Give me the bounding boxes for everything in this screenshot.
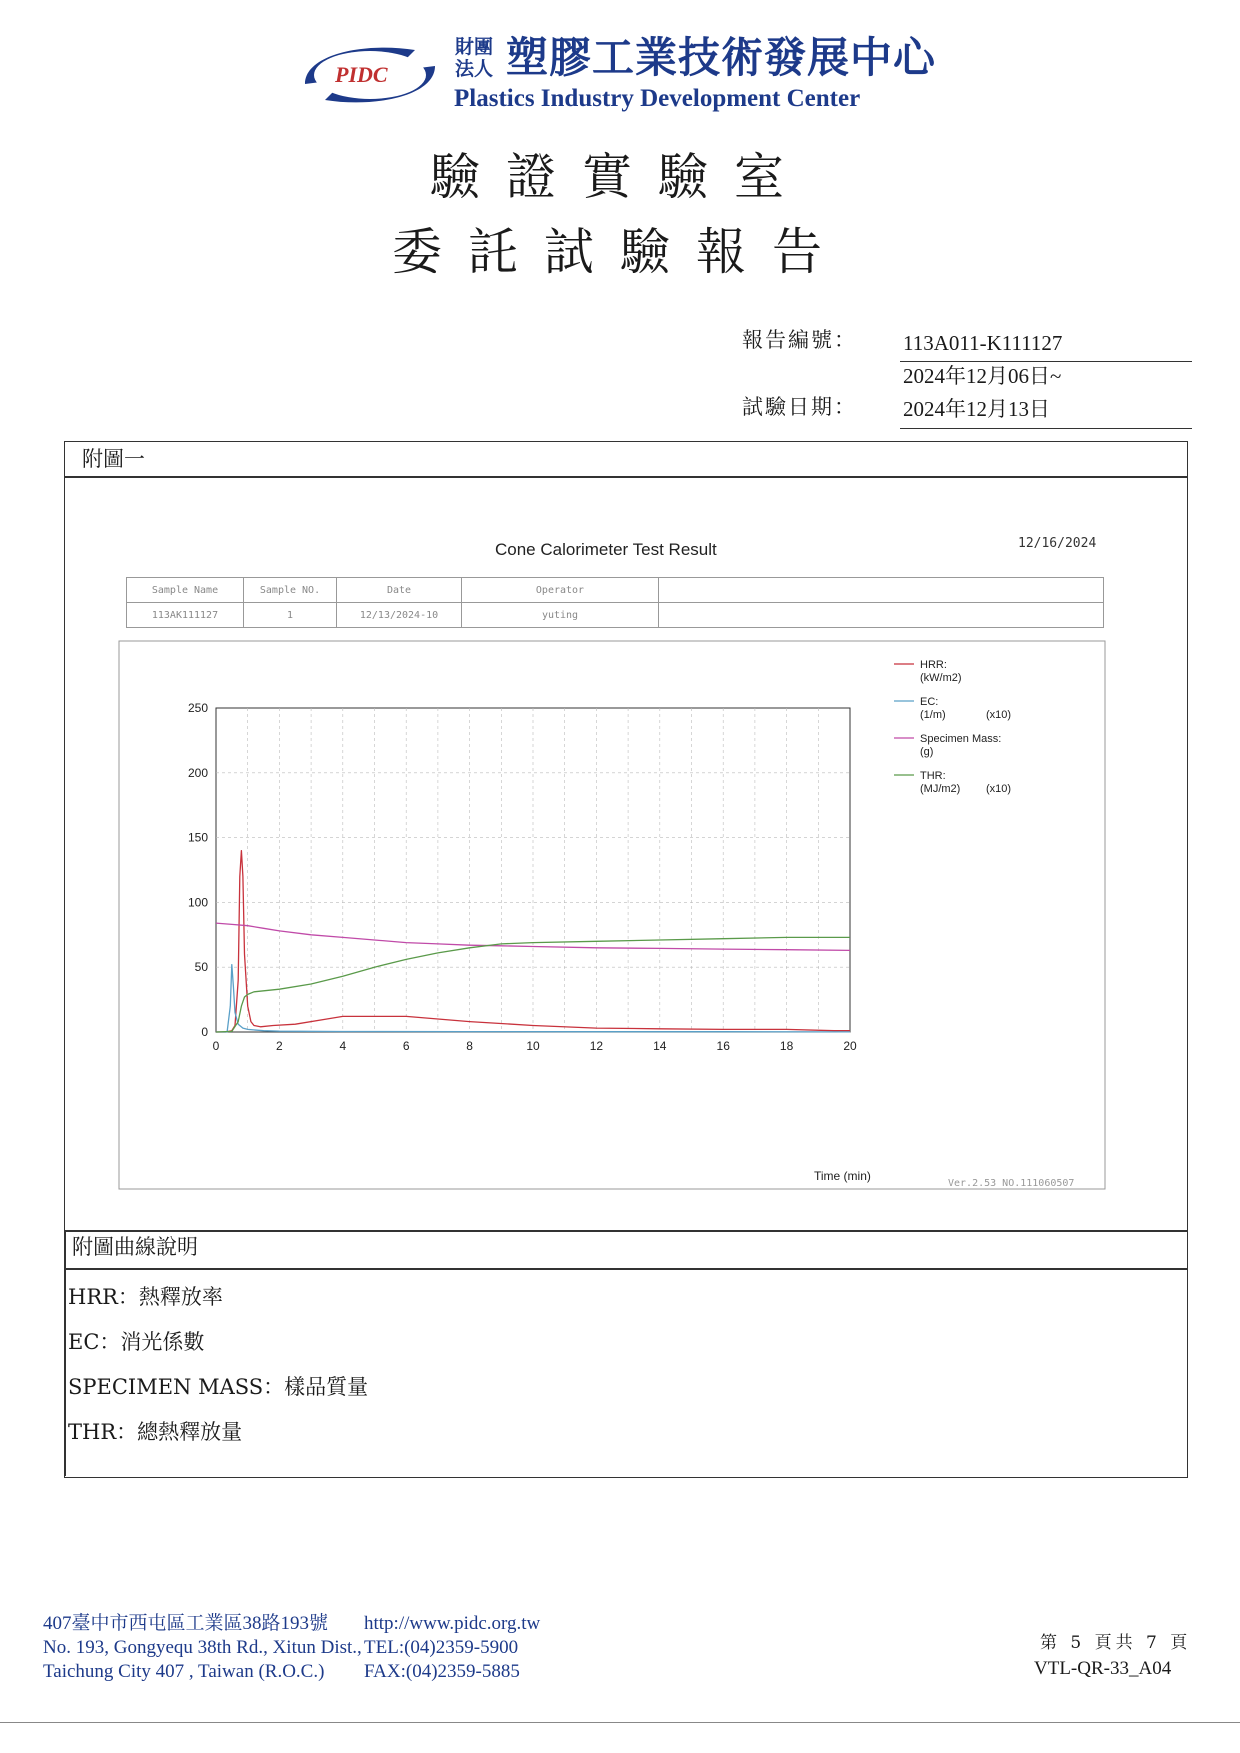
lab-title: 驗證實驗室	[430, 148, 810, 206]
legend-name: Specimen Mass:	[920, 733, 1002, 745]
x-tick-label: 12	[589, 1039, 604, 1053]
report-title: 委託試驗報告	[392, 223, 848, 281]
test-date-start: 2024年12月06日~	[903, 364, 1062, 388]
address-cn: 407臺中市西屯區工業區38路193號	[43, 1613, 329, 1634]
x-tick-label: 16	[716, 1039, 730, 1053]
y-tick-label: 150	[187, 830, 208, 845]
y-tick-label: 250	[187, 701, 208, 715]
table-empty-cell	[659, 603, 1104, 628]
legend-unit: (g)	[920, 746, 934, 758]
legend-unit: (kW/m2)	[920, 672, 962, 684]
table-cell: 12/13/2024-10	[337, 603, 462, 628]
version-label: Ver.2.53 NO.111060507	[948, 1178, 1075, 1189]
sample-info-table	[126, 577, 1104, 628]
x-tick-label: 6	[402, 1039, 410, 1053]
org-type-line-2: 法人	[455, 58, 494, 80]
chart-title: Cone Calorimeter Test Result	[495, 540, 717, 559]
org-name-cn: 塑膠工業技術發展中心	[506, 33, 937, 82]
x-tick-label: 18	[779, 1039, 794, 1053]
table-header-cell: Sample NO.	[244, 578, 337, 603]
table-empty-cell	[659, 578, 1104, 603]
form-number: VTL-QR-33_A04	[1034, 1658, 1172, 1679]
y-tick-label: 0	[201, 1025, 208, 1039]
table-cell: yuting	[462, 603, 659, 628]
table-header-cell: Operator	[462, 578, 659, 603]
table-row	[127, 603, 1104, 628]
x-tick-label: 8	[466, 1039, 473, 1053]
explanation-item-mass: SPECIMEN MASS：樣品質量	[68, 1375, 369, 1399]
explanation-title: 附圖曲線說明	[72, 1235, 198, 1259]
address-en-1: No. 193, Gongyequ 38th Rd., Xitun Dist.,	[43, 1637, 362, 1658]
x-axis-label: Time (min)	[814, 1169, 871, 1183]
cone-calorimeter-chart	[118, 640, 1108, 1192]
x-tick-label: 14	[653, 1039, 667, 1053]
legend-unit: (1/m)	[920, 709, 946, 721]
legend-name: EC:	[920, 696, 939, 708]
address-en-2: Taichung City 407 , Taiwan (R.O.C.)	[43, 1661, 325, 1682]
test-date-end: 2024年12月13日	[903, 397, 1050, 421]
y-tick-label: 50	[194, 960, 208, 975]
website-link[interactable]: http://www.pidc.org.tw	[364, 1613, 541, 1634]
x-tick-label: 10	[526, 1039, 540, 1053]
table-row	[127, 578, 1104, 603]
legend-name: THR:	[920, 770, 946, 782]
x-tick-label: 20	[843, 1039, 857, 1053]
explanation-item-hrr: HRR：熱釋放率	[68, 1285, 223, 1309]
org-type-label	[455, 36, 493, 80]
table-cell: 1	[244, 603, 337, 628]
report-no-value: 113A011-K111127	[903, 331, 1063, 355]
test-date-label: 試驗日期：	[742, 395, 857, 419]
legend-unit: (MJ/m2)	[920, 783, 961, 795]
table-header-cell: Date	[337, 578, 462, 603]
org-name-en: Plastics Industry Development Center	[454, 85, 861, 112]
org-type-line-1: 財團	[455, 36, 494, 58]
y-tick-label: 200	[187, 765, 208, 780]
pidc-logo	[295, 36, 445, 114]
explanation-item-thr: THR：總熱釋放量	[68, 1420, 243, 1444]
table-cell: 113AK111127	[127, 603, 244, 628]
page-number: 第 5 頁共 7 頁	[1040, 1633, 1192, 1653]
table-header-cell: Sample Name	[127, 578, 244, 603]
x-tick-label: 4	[339, 1039, 347, 1053]
logo-text: PIDC	[335, 62, 388, 87]
x-tick-label: 0	[212, 1039, 220, 1053]
legend-scale: (x10)	[986, 709, 1012, 721]
figure-title: 附圖一	[82, 447, 145, 471]
tel-number: TEL:(04)2359-5900	[364, 1637, 519, 1658]
print-date: 12/16/2024	[1018, 536, 1097, 551]
y-tick-label: 100	[187, 895, 208, 910]
fax-number: FAX:(04)2359-5885	[364, 1661, 520, 1682]
explanation-item-ec: EC：消光係數	[68, 1330, 205, 1354]
legend-scale: (x10)	[986, 783, 1012, 795]
x-tick-label: 2	[276, 1039, 283, 1053]
legend-name: HRR:	[920, 659, 947, 671]
report-no-label: 報告編號：	[742, 328, 857, 352]
